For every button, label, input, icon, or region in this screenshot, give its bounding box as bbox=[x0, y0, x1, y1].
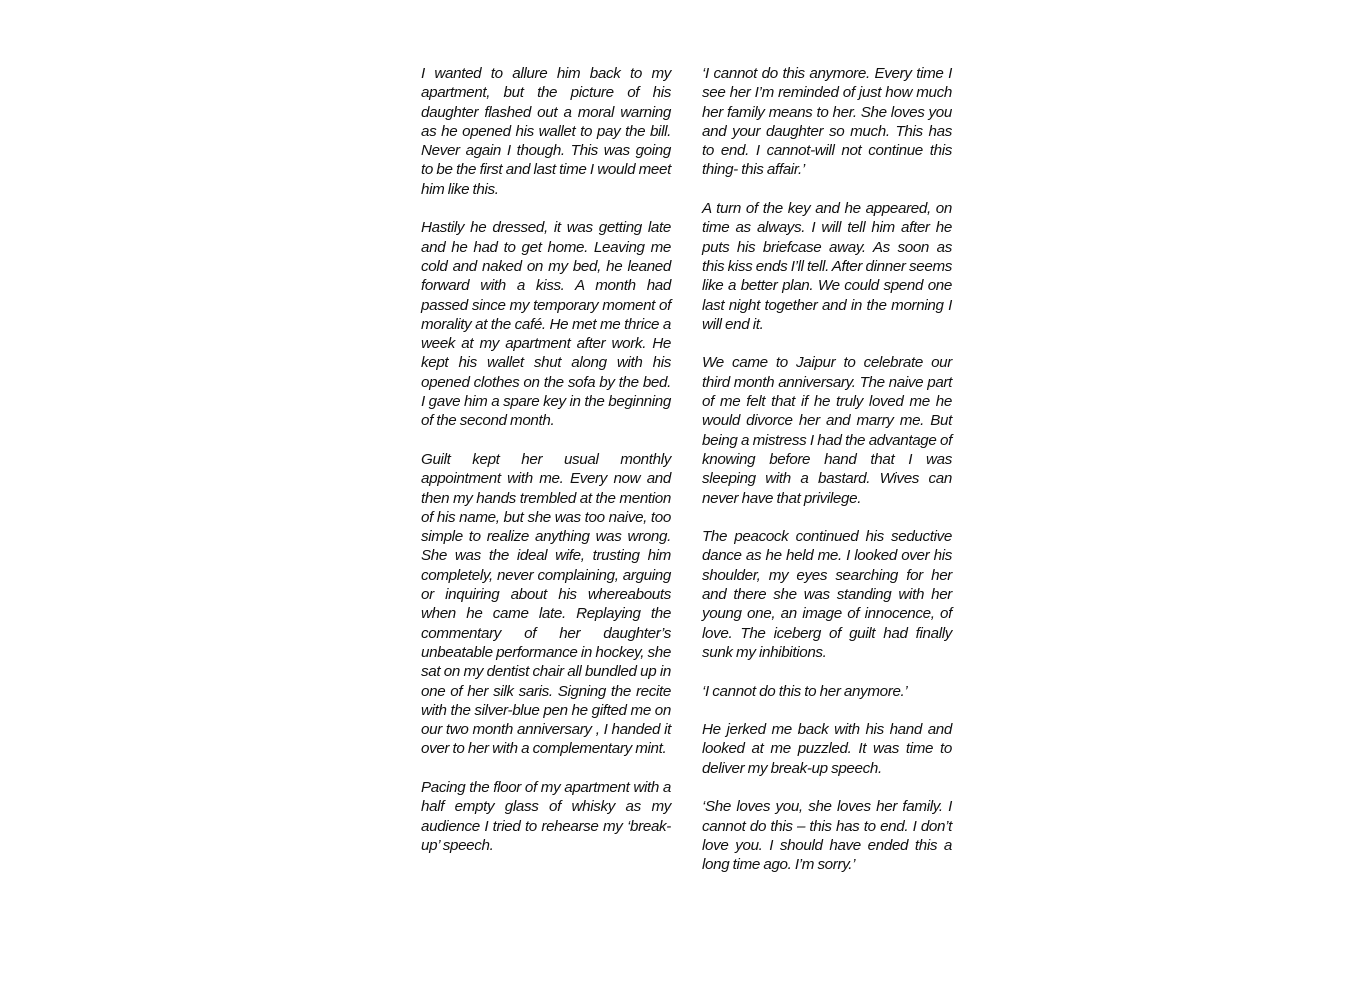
right-column bbox=[702, 64, 952, 894]
left-column bbox=[421, 64, 671, 874]
paragraph: ‘I cannot do this anymore. Every time I see her I’m reminded of just how much her family means to her. She loves you and your daughter so much. This has to end. I cannot-will not continue this thing- this affair.’ bbox=[702, 65, 952, 179]
paragraph: Hastily he dressed, it was getting late and he had to get home. Leaving me cold and naked on my bed, he leaned forward with a kiss. A month had passed since my temporary moment of morality at the café. He met me thrice a week at my apartment after work. He kept his wallet shut along with his opened clothes on the sofa by the bed. I gave him a spare key in the beginning of the second month. bbox=[421, 219, 671, 430]
paragraph: He jerked me back with his hand and looked at me puzzled. It was time to deliver my break-up speech. bbox=[702, 721, 952, 777]
paragraph: ‘She loves you, she loves her family. I cannot do this – this has to end. I don’t love you. I should have ended this a long time ago. I’m sorry.’ bbox=[702, 798, 952, 874]
paragraph: Guilt kept her usual monthly appointment with me. Every now and then my hands trembled at the mention of his name, but she was too naive, too simple to realize anything was wrong. She was the ideal wife, trusting him completely, never complaining, arguing or inquiring about his whereabouts when he came late. Replaying the commentary of her daughter’s unbeatable performance in hockey, she sat on my dentist chair all bundled up in one of her silk saris. Signing the recite with the silver-blue pen he gifted me on our two month anniversary , I handed it over to her with a complementary mint. bbox=[421, 450, 671, 758]
paragraph: Pacing the floor of my apartment with a half empty glass of whisky as my audience I tried to rehearse my ‘break-up’ speech. bbox=[421, 778, 671, 854]
paragraph: We came to Jaipur to celebrate our third month anniversary. The naive part of me felt that if he truly loved me he would divorce her and marry me. But being a mistress I had the advantage of knowing before hand that I was sleeping with a bastard. Wives can never have that privilege. bbox=[702, 354, 952, 507]
paragraph: I wanted to allure him back to my apartment, but the picture of his daughter flashed out a moral warning as he opened his wallet to pay the bill. Never again I though. This was going to be the first and last time I would meet him like this. bbox=[421, 65, 671, 198]
paragraph: A turn of the key and he appeared, on time as always. I will tell him after he puts his briefcase away. As soon as this kiss ends I’ll tell. After dinner seems like a better plan. We could spend one last night together and in the morning I will end it. bbox=[702, 200, 952, 333]
paragraph: The peacock continued his seductive dance as he held me. I looked over his shoulder, my eyes searching for her and there she was standing with her young one, an image of innocence, of love. The iceberg of guilt had finally sunk my inhibitions. bbox=[702, 528, 952, 661]
paragraph: ‘I cannot do this to her anymore.’ bbox=[702, 682, 908, 700]
